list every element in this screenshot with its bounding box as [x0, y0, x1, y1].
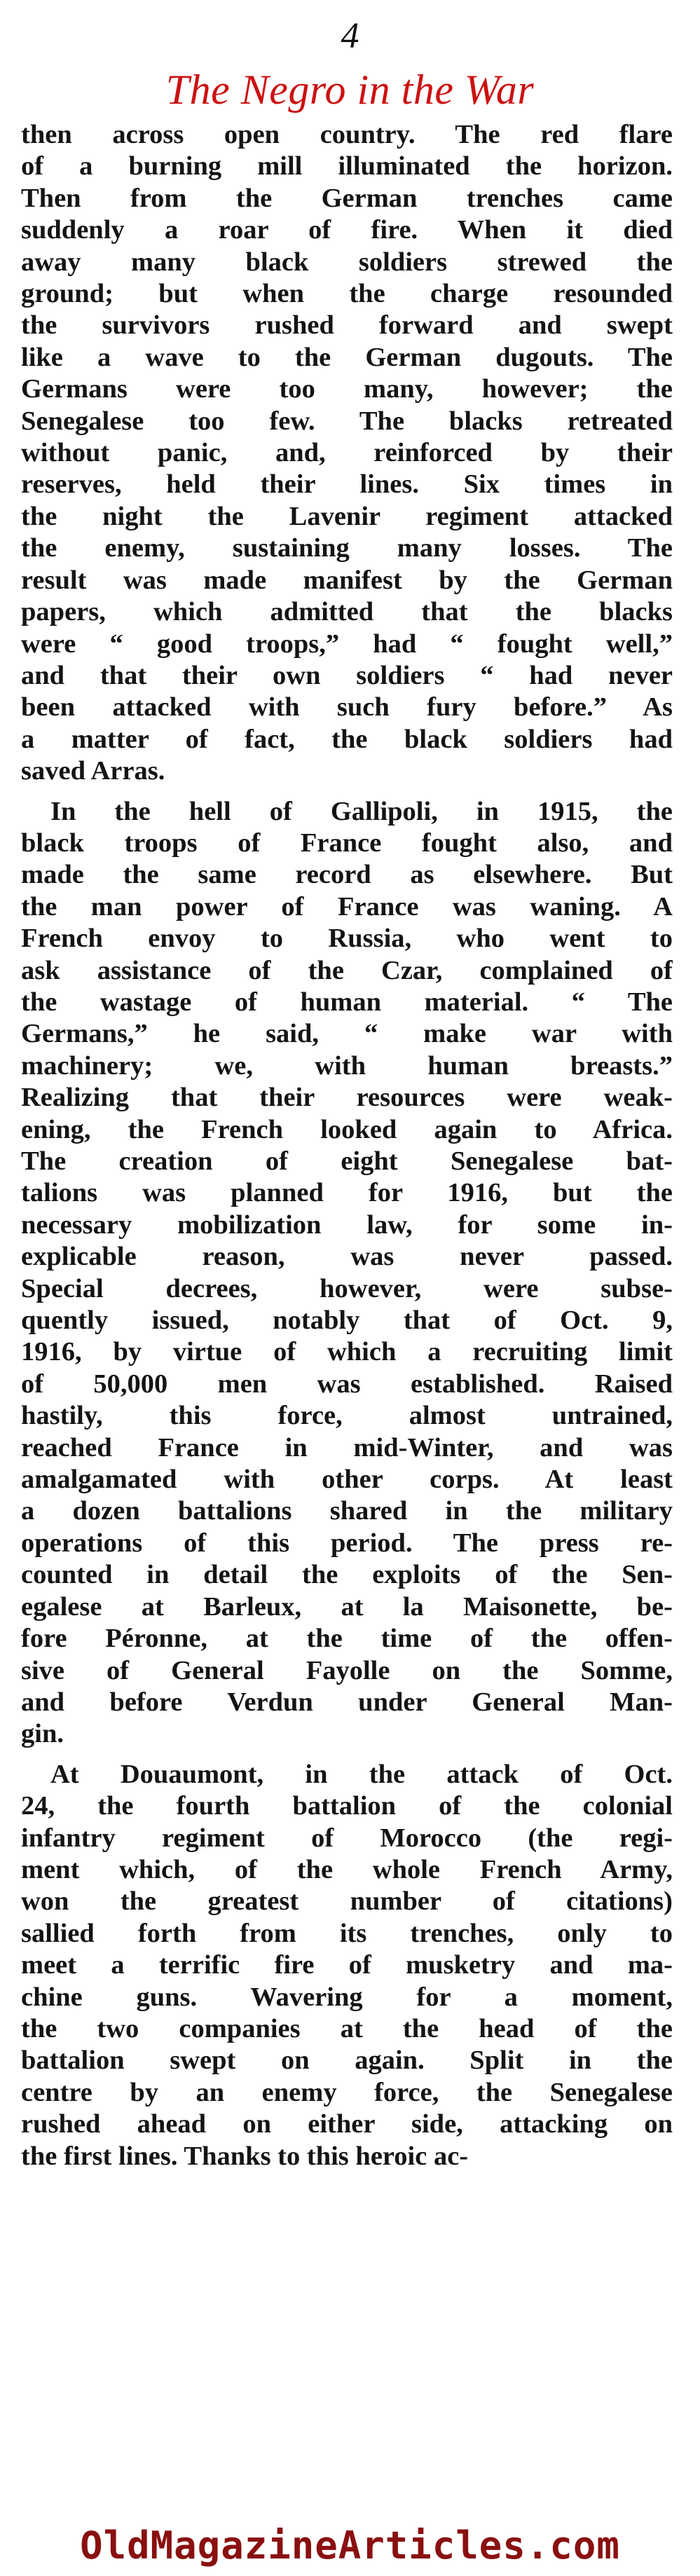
text-line: been attacked with such fury before.” As — [21, 692, 673, 722]
text-line: black troops of France fought also, and — [21, 828, 673, 858]
text-line: won the greatest number of citations) — [21, 1886, 673, 1917]
text-line: battalion swept on again. Split in the — [21, 2046, 673, 2076]
text-line: result was made manifest by the German — [21, 565, 673, 595]
text-line: quently issued, notably that of Oct. 9, — [21, 1306, 673, 1336]
text-line: chine guns. Wavering for a moment, — [21, 1982, 673, 2012]
text-line: without panic, and, reinforced by their — [21, 438, 673, 468]
text-line: a dozen battalions shared in the military — [21, 1496, 673, 1526]
page-title: The Negro in the War — [165, 67, 535, 113]
text-line: saved Arras. — [21, 756, 165, 786]
text-line: Then from the German trenches came — [21, 183, 673, 213]
text-line: egalese at Barleux, at la Maisonette, be- — [21, 1591, 673, 1622]
article-body — [21, 119, 673, 2172]
text-line: suddenly a roar of fire. When it died — [21, 215, 673, 245]
text-line: sallied forth from its trenches, only to — [21, 1918, 673, 1948]
text-line: ening, the French looked again to Africa. — [21, 1114, 673, 1144]
text-line: made the same record as elsewhere. But — [21, 860, 673, 890]
text-line: of a burning mill illuminated the horizon. — [21, 151, 673, 181]
text-line: like a wave to the German dugouts. The — [21, 342, 673, 372]
text-line: operations of this period. The press re- — [21, 1528, 673, 1558]
text-line: and before Verdun under General Man- — [21, 1687, 673, 1717]
text-line: away many black soldiers strewed the — [21, 247, 673, 277]
text-line: Germans were too many, however; the — [21, 374, 673, 404]
text-line: hastily, this force, almost untrained, — [21, 1401, 673, 1431]
text-line: Realizing that their resources were weak- — [21, 1083, 673, 1113]
text-line: rushed ahead on either side, attacking on — [21, 2109, 673, 2139]
text-line: French envoy to Russia, who went to — [21, 924, 673, 954]
text-line: Senegalese too few. The blacks retreated — [21, 406, 673, 436]
text-line: reached France in mid-Winter, and was — [21, 1432, 673, 1462]
text-line: the survivors rushed forward and swept — [21, 310, 673, 341]
site-credit: OldMagazineArticles.com — [80, 2523, 620, 2568]
text-line: amalgamated with other corps. At least — [21, 1465, 673, 1495]
text-line: In the hell of Gallipoli, in 1915, the — [50, 796, 673, 826]
text-line: were “ good troops,” had “ fought well,” — [21, 629, 673, 659]
text-line: the wastage of human material. “ The — [21, 987, 673, 1017]
text-line: machinery; we, with human breasts.” — [21, 1050, 673, 1081]
text-line: centre by an enemy force, the Senegalese — [21, 2077, 673, 2107]
text-line: The creation of eight Senegalese bat- — [21, 1146, 673, 1176]
text-line: counted in detail the exploits of the Sen- — [21, 1560, 673, 1590]
text-line: ground; but when the charge resounded — [21, 279, 673, 309]
text-line: Special decrees, however, were subse- — [21, 1273, 673, 1303]
text-line: ment which, of the whole French Army, — [21, 1854, 673, 1884]
text-line: At Douaumont, in the attack of Oct. — [50, 1759, 673, 1789]
page-number: 4 — [341, 16, 359, 56]
text-line: a matter of fact, the black soldiers had — [21, 724, 673, 754]
text-line: of 50,000 men was established. Raised — [21, 1369, 673, 1399]
text-line: meet a terrific fire of musketry and ma- — [21, 1950, 673, 1980]
text-line: explicable reason, was never passed. — [21, 1242, 673, 1272]
text-line: 1916, by virtue of which a recruiting limit — [21, 1337, 673, 1367]
text-line: 24, the fourth battalion of the colonial — [21, 1791, 673, 1821]
paragraph-gap — [21, 1751, 673, 1759]
text-line: the night the Lavenir regiment attacked — [21, 501, 673, 531]
text-line: then across open country. The red flare — [21, 120, 673, 149]
text-line: fore Péronne, at the time of the offen- — [21, 1624, 673, 1654]
text-line: sive of General Fayolle on the Somme, — [21, 1655, 673, 1685]
text-line: papers, which admitted that the blacks — [21, 597, 673, 627]
text-line: Germans,” he said, “ make war with — [21, 1019, 673, 1049]
text-line: talions was planned for 1916, but the — [21, 1178, 673, 1208]
text-line: the enemy, sustaining many losses. The — [21, 533, 673, 563]
text-line: the two companies at the head of the — [21, 2013, 673, 2043]
text-line: reserves, held their lines. Six times in — [21, 470, 673, 500]
text-line: ask assistance of the Czar, complained of — [21, 955, 673, 985]
text-line: infantry regiment of Morocco (the regi- — [21, 1823, 673, 1853]
paragraph-gap — [21, 788, 673, 796]
text-line: the first lines. Thanks to this heroic ac- — [21, 2141, 469, 2171]
text-line: the man power of France was waning. A — [21, 891, 673, 922]
text-line: and that their own soldiers “ had never — [21, 660, 673, 690]
text-line: necessary mobilization law, for some in- — [21, 1210, 673, 1240]
text-line: gin. — [21, 1719, 64, 1749]
